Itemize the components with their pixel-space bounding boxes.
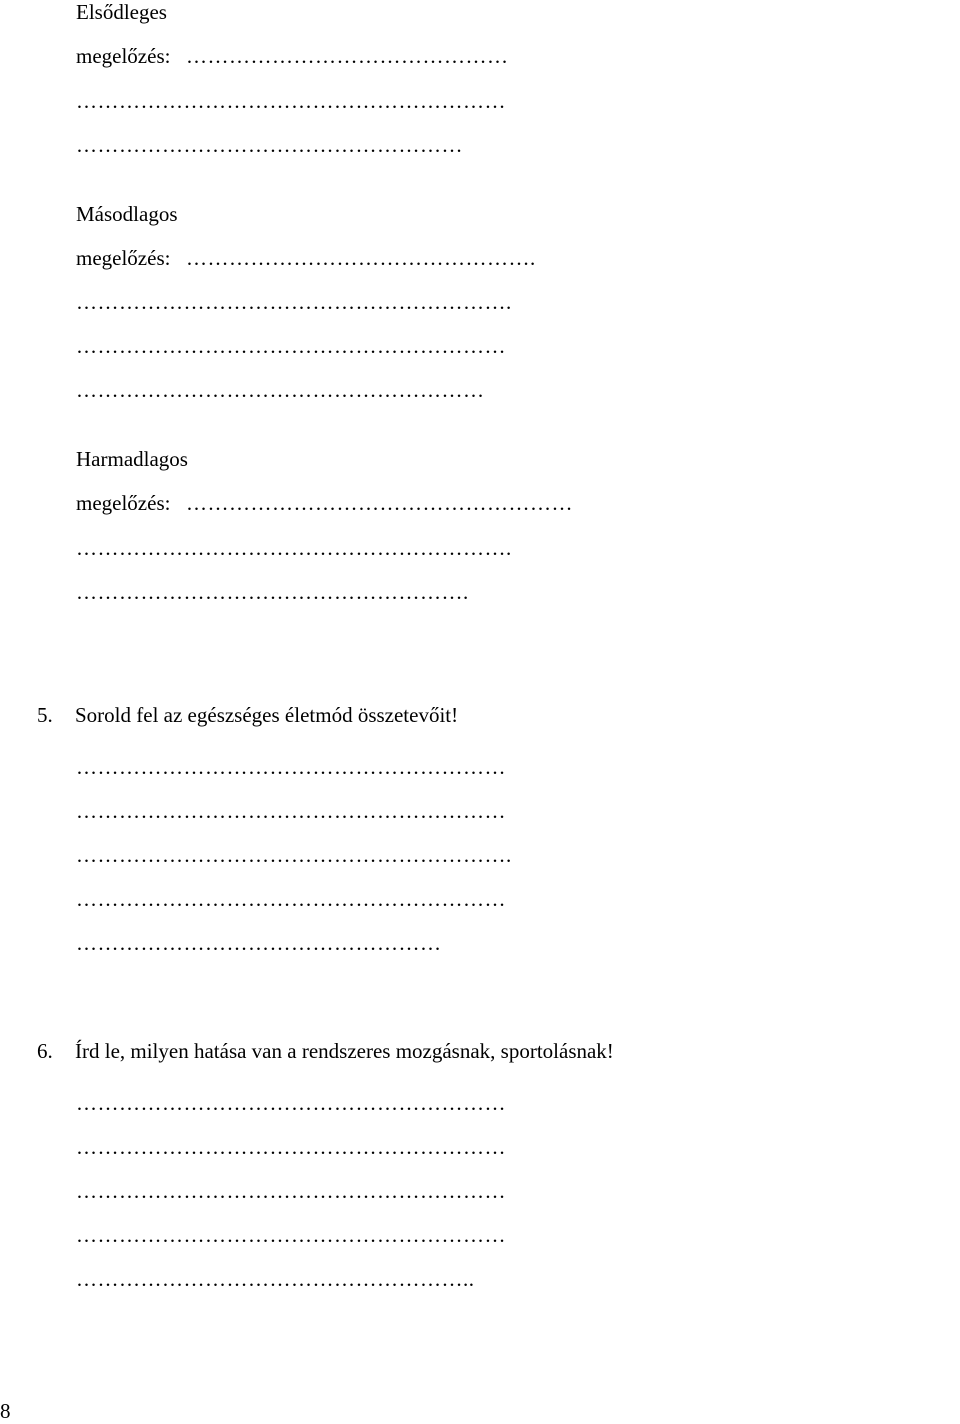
section-label-primary: megelőzés: xyxy=(76,44,171,68)
section-heading-secondary: Másodlagos xyxy=(76,202,178,226)
answer-line: …………………………………………… xyxy=(76,933,442,954)
section-heading-tertiary: Harmadlagos xyxy=(76,447,188,471)
answer-line: ……………………………………………….. xyxy=(76,1269,475,1290)
answer-line: ……………………………………………… xyxy=(76,135,463,156)
answer-line: …………………………………………………… xyxy=(76,91,506,112)
answer-line: ………………………………………………… xyxy=(76,380,485,401)
answer-line: …………………………………………. xyxy=(186,248,536,269)
section-label-tertiary: megelőzés: xyxy=(76,491,171,515)
question-text: Sorold fel az egészséges életmód összetevőit! xyxy=(75,703,459,727)
answer-line: …………………………………………………… xyxy=(76,1181,506,1202)
question-number: 5. xyxy=(37,703,53,727)
answer-line: ………………………………………………. xyxy=(76,582,469,603)
answer-line: ……………………………………………………. xyxy=(76,538,512,559)
answer-line: ……………………………………………………. xyxy=(76,292,512,313)
section-label-secondary: megelőzés: xyxy=(76,246,171,270)
question-text: Írd le, milyen hatása van a rendszeres mozgásnak, sportolásnak! xyxy=(75,1039,614,1063)
answer-line: …………………………………………………… xyxy=(76,336,506,357)
answer-line: ……………………………………………… xyxy=(186,493,573,514)
answer-line: …………………………………………………… xyxy=(76,757,506,778)
section-heading-primary: Elsődleges xyxy=(76,0,167,24)
page-number: 8 xyxy=(0,1399,11,1423)
answer-line: …………………………………………………… xyxy=(76,1093,506,1114)
answer-line: ……………………………………… xyxy=(186,46,509,67)
answer-line: …………………………………………………… xyxy=(76,889,506,910)
answer-line: ……………………………………………………. xyxy=(76,845,512,866)
question-number: 6. xyxy=(37,1039,53,1063)
answer-line: …………………………………………………… xyxy=(76,801,506,822)
answer-line: …………………………………………………… xyxy=(76,1225,506,1246)
answer-line: …………………………………………………… xyxy=(76,1137,506,1158)
